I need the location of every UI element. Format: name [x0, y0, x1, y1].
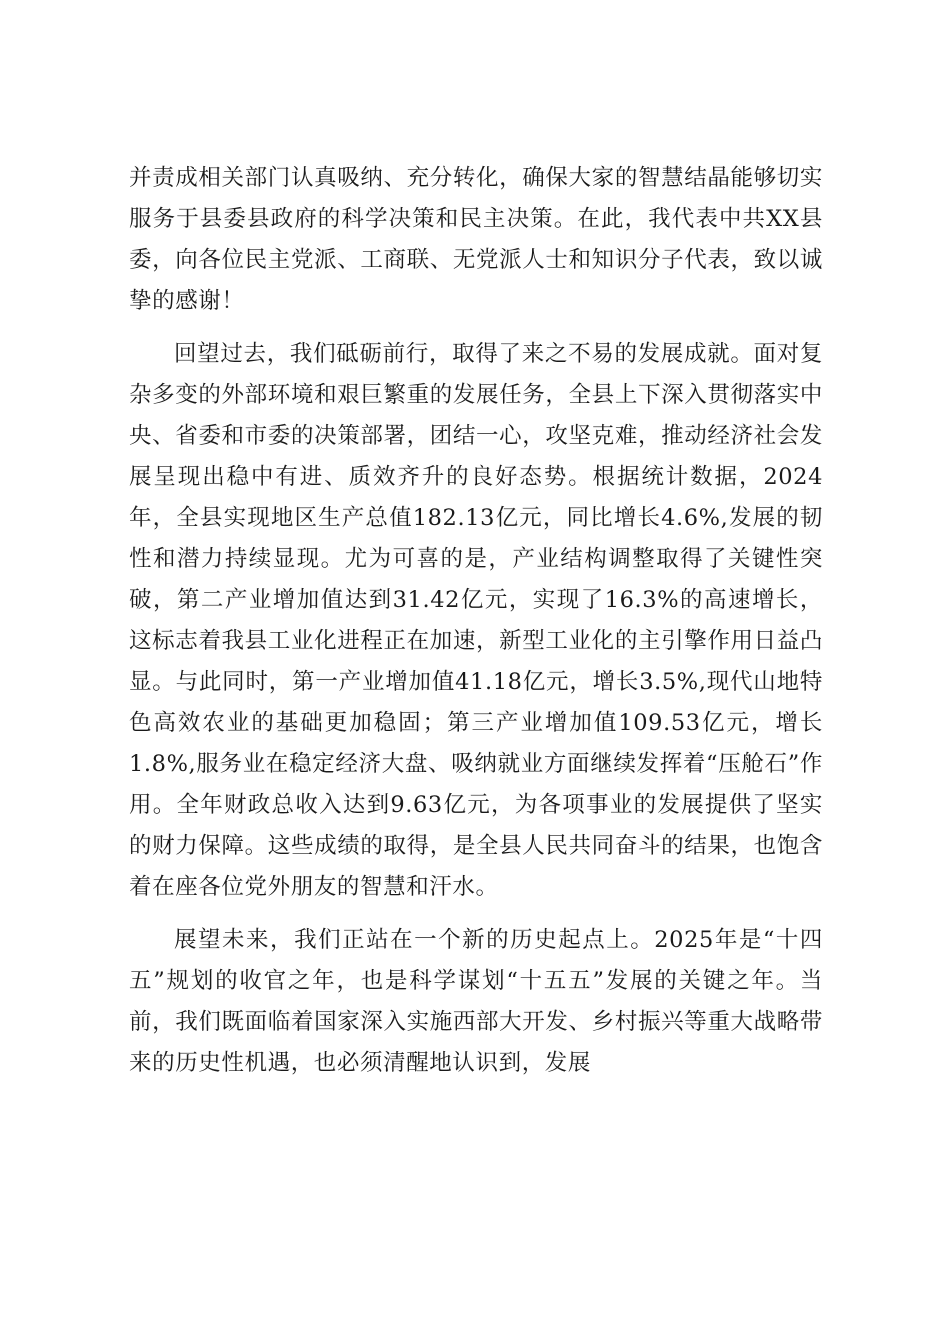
paragraph-gap — [129, 908, 823, 920]
paragraph-continuation: 并责成相关部门认真吸纳、充分转化，确保大家的智慧结晶能够切实服务于县委县政府的科学决策和民主决策。在此，我代表中共XX县委，向各位民主党派、工商联、无党派人士和知识分子代表，致以诚挚的感谢！ — [129, 165, 823, 314]
paragraph-outlook-future: 展望未来，我们正站在一个新的历史起点上。2025年是“十四五”规划的收官之年，也是科学谋划“十五五”发展的关键之年。当前，我们既面临着国家深入实施西部大开发、乡村振兴等重大战略带来的历史性机遇，也必须清醒地认识到，发展 — [129, 927, 823, 1076]
paragraph-gap — [129, 322, 823, 334]
paragraph-review-past: 回望过去，我们砥砺前行，取得了来之不易的发展成就。面对复杂多变的外部环境和艰巨繁重的发展任务，全县上下深入贯彻落实中央、省委和市委的决策部署，团结一心，攻坚克难，推动经济社会发展呈现出稳中有进、质效齐升的良好态势。根据统计数据，2024年，全县实现地区生产总值182.13亿元，同比增长4.6%,发展的韧性和潜力持续显现。尤为可喜的是，产业结构调整取得了关键性突破，第二产业增加值达到31.42亿元，实现了16.3%的高速增长，这标志着我县工业化进程正在加速，新型工业化的主引擎作用日益凸显。与此同时，第一产业增加值41.18亿元，增长3.5%,现代山地特色高效农业的基础更加稳固；第三产业增加值109.53亿元，增长1.8%,服务业在稳定经济大盘、吸纳就业方面继续发挥着“压舱石”作用。全年财政总收入达到9.63亿元，为各项事业的发展提供了坚实的财力保障。这些成绩的取得，是全县人民共同奋斗的结果，也饱含着在座各位党外朋友的智慧和汗水。 — [129, 341, 823, 900]
document-body — [129, 158, 823, 1084]
